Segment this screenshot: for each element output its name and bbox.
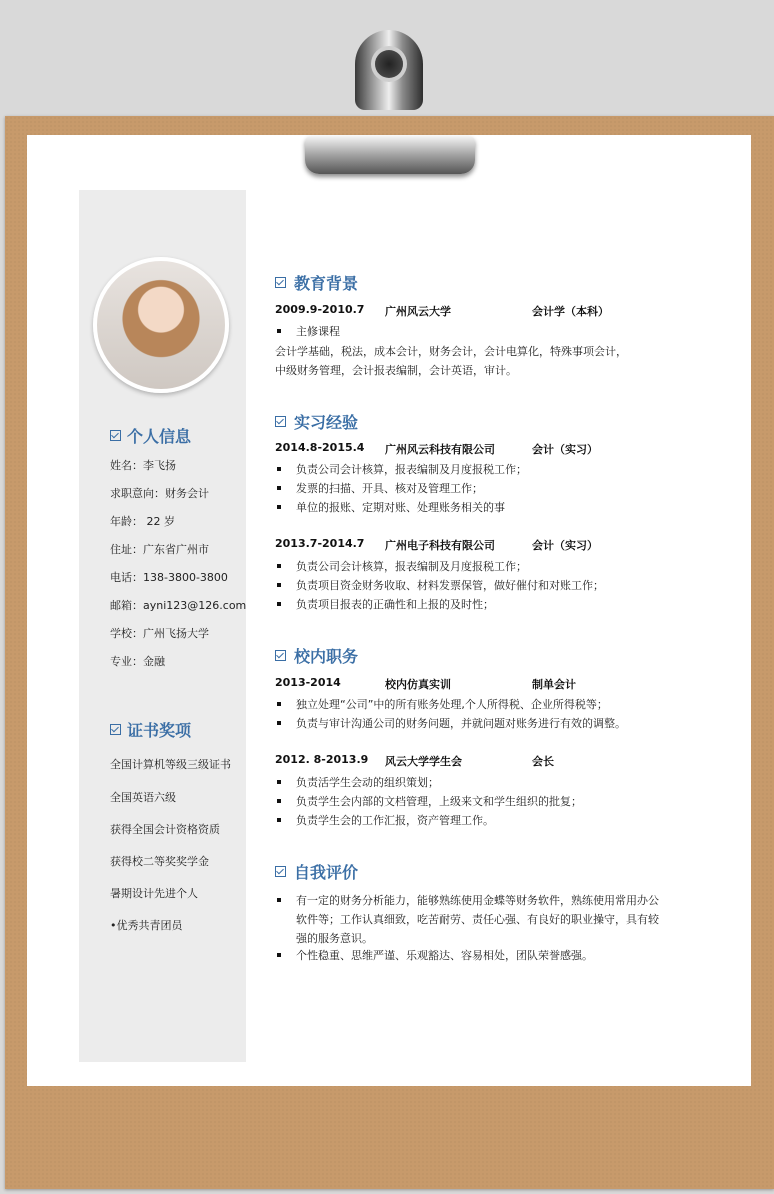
job-bullet: 负责公司会计核算，报表编制及月度报税工作； [296,463,527,476]
edu-line: 会计学基础，税法，成本会计，财务会计，会计电算化，特殊事项会计， [275,345,627,358]
field-age: 年龄： 22 岁 [110,515,175,528]
role-org: 校内仿真实训 [385,678,451,691]
job-org: 广州电子科技有限公司 [385,539,495,552]
checkbox-icon [275,650,286,661]
bullet-icon [277,467,281,471]
bullet-icon [277,721,281,725]
field-major: 专业：金融 [110,655,165,668]
checkbox-icon [110,724,121,735]
job-role: 会计（实习） [532,443,598,456]
job-period: 2013.7-2014.7 [275,537,365,550]
bullet-icon [277,583,281,587]
edu-period: 2009.9-2010.7 [275,303,365,316]
awards-heading: 证书奖项 [110,718,191,741]
job-bullet: 发票的扫描、开具、核对及管理工作； [296,482,483,495]
avatar [93,257,229,393]
checkbox-icon [275,866,286,877]
checkbox-icon [275,277,286,288]
role-bullet: 负责与审计沟通公司的财务问题，并就问题对账务进行有效的调整。 [296,717,626,730]
checkbox-icon [275,416,286,427]
bullet-icon [277,780,281,784]
internship-heading: 实习经验 [275,410,358,433]
edu-role: 会计学（本科） [532,305,609,318]
self-line: 强的服务意识。 [296,932,373,945]
role-bullet: 负责活学生会动的组织策划； [296,776,439,789]
bullet-icon [277,564,281,568]
bullet-icon [277,799,281,803]
campus-heading: 校内职务 [275,644,358,667]
award-item: 获得全国会计资格资质 [110,823,220,836]
bullet-icon [277,818,281,822]
bullet-icon [277,329,281,333]
clip-hole [375,50,403,78]
bullet-icon [277,486,281,490]
job-bullet: 负责公司会计核算，报表编制及月度报税工作； [296,560,527,573]
award-item: 全国英语六级 [110,791,176,804]
role-bullet: 独立处理“公司”中的所有账务处理,个人所得税、企业所得税等； [296,698,608,711]
job-bullet: 负责项目资金财务收取、材料发票保管，做好催付和对账工作； [296,579,604,592]
edu-bullet: 主修课程 [296,325,340,338]
job-period: 2014.8-2015.4 [275,441,365,454]
field-address: 住址：广东省广州市 [110,543,209,556]
field-intent: 求职意向：财务会计 [110,487,209,500]
bullet-icon [277,953,281,957]
role-bullet: 负责学生会的工作汇报，资产管理工作。 [296,814,494,827]
role-title: 制单会计 [532,678,576,691]
award-item: 获得校二等奖奖学金 [110,855,209,868]
self-line: 个性稳重、思维严谨、乐观豁达、容易相处，团队荣誉感强。 [296,949,593,962]
checkbox-icon [110,430,121,441]
field-email: 邮箱：ayni123@126.com [110,599,247,612]
award-item: 暑期设计先进个人 [110,887,198,900]
bullet-icon [277,505,281,509]
bullet-icon [277,702,281,706]
clip-ring [355,30,423,110]
edu-line: 中级财务管理，会计报表编制，会计英语，审计。 [275,364,517,377]
role-org: 风云大学学生会 [385,755,462,768]
job-bullet: 单位的报账、定期对账、处理账务相关的事 [296,501,505,514]
edu-org: 广州风云大学 [385,305,451,318]
self-line: 软件等；工作认真细致，吃苦耐劳、责任心强、有良好的职业操守，具有较 [296,913,659,926]
field-school: 学校：广州飞扬大学 [110,627,209,640]
award-item: 全国计算机等级三级证书 [110,758,231,771]
role-period: 2012. 8-2013.9 [275,753,369,766]
field-name: 姓名：李飞扬 [110,459,176,472]
award-item: •优秀共青团员 [110,919,183,932]
job-bullet: 负责项目报表的正确性和上报的及时性； [296,598,494,611]
personal-heading: 个人信息 [110,424,191,447]
job-role: 会计（实习） [532,539,598,552]
bullet-icon [277,602,281,606]
job-org: 广州风云科技有限公司 [385,443,495,456]
self-heading: 自我评价 [275,860,358,883]
role-title: 会长 [532,755,554,768]
self-line: 有一定的财务分析能力，能够熟练使用金蝶等财务软件，熟练使用常用办公 [296,894,659,907]
role-bullet: 负责学生会内部的文档管理，上级来文和学生组织的批复； [296,795,582,808]
field-phone: 电话：138-3800-3800 [110,571,228,584]
education-heading: 教育背景 [275,271,358,294]
bullet-icon [277,898,281,902]
clip-plate [305,136,475,174]
role-period: 2013-2014 [275,676,341,689]
